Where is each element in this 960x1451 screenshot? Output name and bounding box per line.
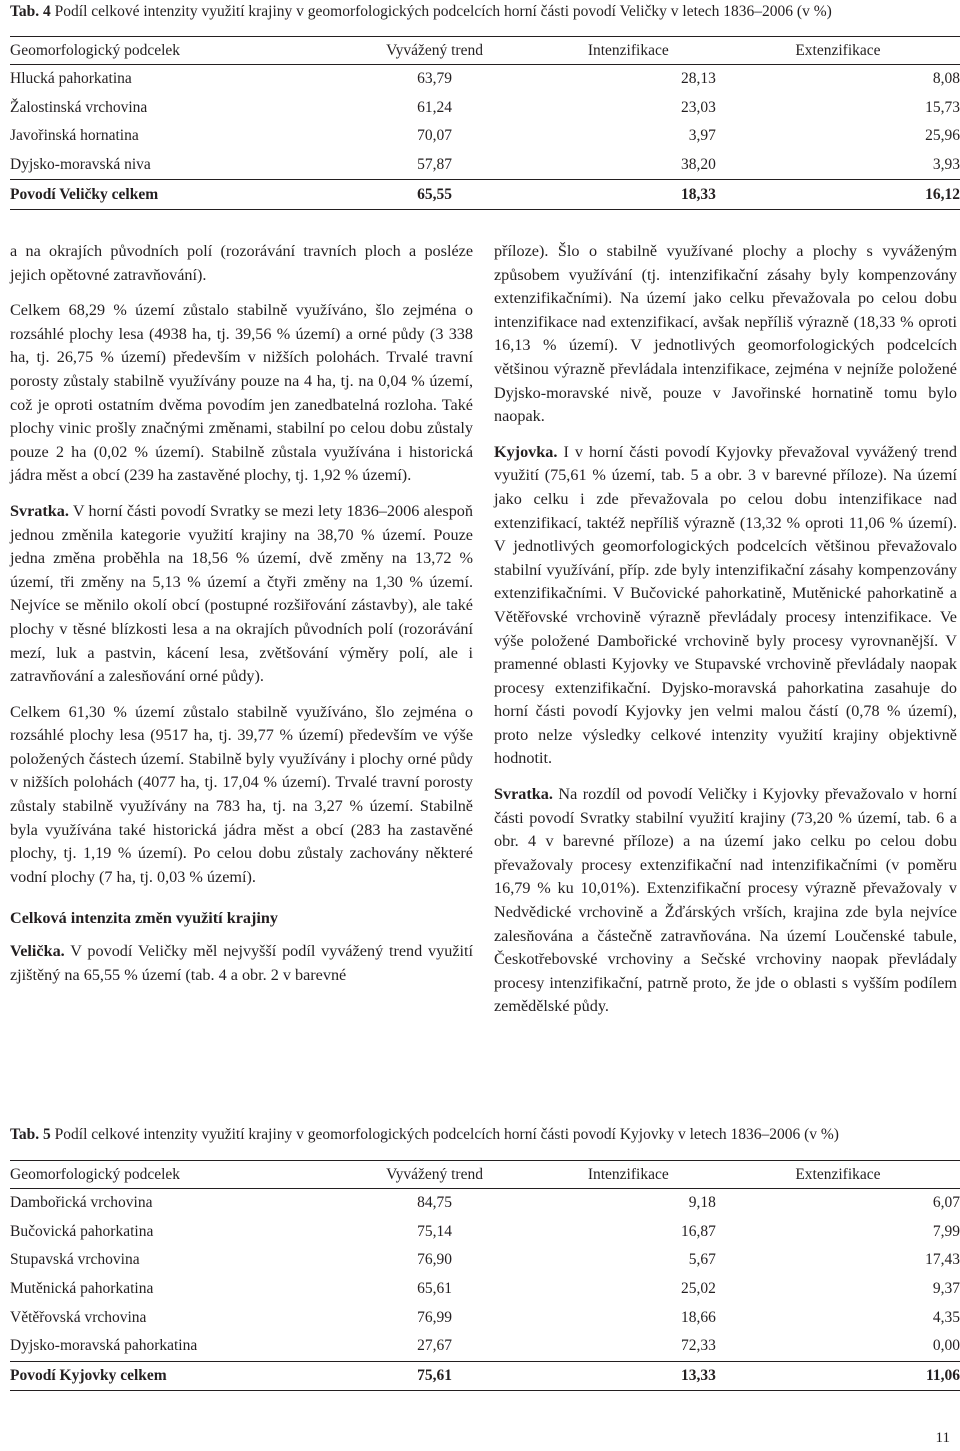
table-cell: 18,33 xyxy=(541,180,716,210)
table-cell: 9,37 xyxy=(932,1280,960,1298)
left-column xyxy=(10,240,473,1000)
table-cell: Dambořická vrchovina xyxy=(10,1194,153,1212)
table-cell: 65,55 xyxy=(328,180,540,210)
table-row xyxy=(10,1246,960,1275)
table5-total-row xyxy=(10,1361,960,1391)
table-cell: 16,12 xyxy=(716,180,960,210)
table5-caption xyxy=(10,1125,839,1145)
table5-caption-text: Podíl celkové intenzity využití krajiny v geomorfologických podcelcích horní části povodí Kyjovky v letech 1836–2006 (v %) xyxy=(54,1126,839,1143)
table-cell: 7,99 xyxy=(932,1222,960,1240)
table-cell: Hlucká pahorkatina xyxy=(10,70,132,88)
table-cell: 5,67 xyxy=(688,1251,716,1269)
table-row xyxy=(10,94,960,123)
table4-header: Vyvážený trend xyxy=(328,37,540,65)
table-row xyxy=(10,151,960,180)
table-row xyxy=(10,1332,960,1361)
table4-header: Geomorfologický podcelek xyxy=(10,37,328,65)
page-number: 11 xyxy=(935,1430,950,1446)
table-cell: 61,24 xyxy=(417,98,452,116)
paragraph xyxy=(10,500,473,689)
table4-header: Extenzifikace xyxy=(716,37,960,65)
table4-total-row xyxy=(10,180,960,210)
table-cell: 25,96 xyxy=(925,127,960,145)
table-cell: 4,35 xyxy=(932,1308,960,1326)
table-cell: 11,06 xyxy=(716,1361,960,1391)
paragraph-body: V horní části povodí Svratky se mezi lety 1836–2006 alespoň jednou změnila kategorie využití krajiny na 38,70 % území. Pouze jedna změna proběhla na 18,56 % území, dvě změny na 13,72 % území, tři změny na 5,13 % území a čtyři změny na 1,30 % území. Nejvíce se měnilo okolí obcí (postupné rozšiřování zástavby), ale také plochy v těsné blízkosti lesa a na okrajích původních polí (rozorávání mezí, luk a pastvin, kácení lesa, zvětšování výměry polí, ale i zatravňování a zalesňování orné půdy). xyxy=(10,501,473,686)
table5-header: Vyvážený trend xyxy=(328,1161,540,1189)
table5-header-row xyxy=(10,1161,960,1189)
table-cell: 23,03 xyxy=(680,98,716,116)
table-cell: 17,43 xyxy=(925,1251,960,1269)
section-heading: Celková intenzita změn využití krajiny xyxy=(10,909,278,928)
table-cell: Dyjsko-moravská pahorkatina xyxy=(10,1337,198,1355)
table-cell: 38,20 xyxy=(680,156,716,174)
table-cell: 16,87 xyxy=(680,1222,716,1240)
table-cell: Větěřovská vrchovina xyxy=(10,1308,147,1326)
table4-header: Intenzifikace xyxy=(541,37,716,65)
table-cell: 25,02 xyxy=(680,1280,716,1298)
paragraph-body: V povodí Veličky měl nejvyšší podíl vyvážený trend využití zjištěný na 65,55 % území (tab. 4 a obr. 2 v barevné xyxy=(10,942,473,985)
table-row xyxy=(10,122,960,151)
table-row xyxy=(10,1303,960,1332)
table5-caption-prefix: Tab. 5 xyxy=(10,1126,51,1143)
table-row xyxy=(10,1275,960,1304)
table-cell: Žalostinská vrchovina xyxy=(10,98,148,116)
paragraph: Celkem 68,29 % území zůstalo stabilně využíváno, šlo zejména o rozsáhlé plochy lesa (4938 ha, tj. 39,56 % území) a orné půdy (3 338 ha, tj. 26,75 % území) především v nižších polohách. Trvalé travní porosty zůstaly stabilně využívány pouze na 4 ha, tj. na 0,04 % území, což je oproti ostatním dvěma povodím jen zanedbatelná rozloha. Také plochy vinic prošly značnými změnami, stabilní po celou dobu zůstaly pouze 2 ha (0,02 % území). Stabilně zůstala využívána i historická jádra měst a obcí (239 ha zastavěné plochy, tj. 1,92 % území). xyxy=(10,301,473,485)
table-cell: Povodí Veličky celkem xyxy=(10,180,328,210)
table4-caption-text: Podíl celkové intenzity využití krajiny v geomorfologických podcelcích horní části povodí Veličky v letech 1836–2006 (v %) xyxy=(54,3,832,20)
table-cell: 76,99 xyxy=(417,1308,452,1326)
table4-caption-prefix: Tab. 4 xyxy=(10,3,51,20)
table-cell: Povodí Kyjovky celkem xyxy=(10,1361,328,1391)
table-cell: 63,79 xyxy=(417,70,452,88)
table-cell: 15,73 xyxy=(925,98,960,116)
paragraph-lead: Svratka. xyxy=(494,785,553,804)
table-cell: 13,33 xyxy=(541,1361,716,1391)
paragraph-lead: Svratka. xyxy=(10,501,69,520)
paragraph xyxy=(494,783,957,1019)
table-cell: 72,33 xyxy=(680,1337,716,1355)
paragraph-lead: Velička. xyxy=(10,942,65,961)
paragraph: Celkem 61,30 % území zůstalo stabilně využíváno, šlo zejména o rozsáhlé plochy lesa (9517 ha, tj. 39,77 % území) především ve výše položených částech území. Stabilně byly využívány i plochy orné půdy v nižších polohách (4077 ha, tj. 17,04 % území). Trvalé travní porosty zůstaly stabilně využívány na 783 ha, tj. na 3,27 % území. Stabilně byla využívána také historická jádra měst a obcí (283 ha zastavěné plochy, tj. 1,19 % území). Po celou dobu zůstaly zachovány některé vodní plochy (7 ha, tj. 0,03 % území). xyxy=(10,702,473,886)
table-cell: 0,00 xyxy=(932,1337,960,1355)
table5-header: Intenzifikace xyxy=(541,1161,716,1189)
table-cell: Stupavská vrchovina xyxy=(10,1251,140,1269)
table-cell: 75,61 xyxy=(328,1361,540,1391)
table-cell: 9,18 xyxy=(688,1194,716,1212)
table-cell: 28,13 xyxy=(680,70,716,88)
right-column xyxy=(494,240,957,1031)
table-cell: 65,61 xyxy=(417,1280,452,1298)
paragraph-lead: Kyjovka. xyxy=(494,442,558,461)
paragraph: příloze). Šlo o stabilně využívané plochy a plochy s vyváženým způsobem využívání (tj. intenzifikační zásahy byly kompenzovány extenzifikačními). Na území jako celku převažovala po celou dobu intenzifikace nad extenzifikací, avšak nepříliš výrazně (18,33 % oproti 16,13 % území). V jednotlivých geomorfologických podcelcích většinou výrazně převládala intenzifikace, zejména v nejníže položené Dyjsko-moravské nivě, pouze v Javořinské hornatině tomu bylo naopak. xyxy=(494,242,957,426)
table5-header: Extenzifikace xyxy=(716,1161,960,1189)
table5-header: Geomorfologický podcelek xyxy=(10,1161,328,1189)
table-cell: 6,07 xyxy=(932,1194,960,1212)
paragraph xyxy=(10,940,473,987)
table-row xyxy=(10,1218,960,1247)
table-cell: 27,67 xyxy=(417,1337,452,1355)
table4 xyxy=(10,36,960,210)
paragraph-body: Na rozdíl od povodí Veličky i Kyjovky převažovalo v horní části povodí Svratky stabilní využití krajiny (73,20 % území, tab. 6 a obr. 4 v barevné příloze) a na území jako celku po celou dobu převažovaly procesy extenzifikační nad intenzifikačními (v poměru 16,79 % ku 10,01%). Extenzifikační procesy výrazně převažovaly v Nedvědické vrchovině a Žďárských vrších, krajina zde byla nejvíce zalesňována a částečně zatravňována. Na území Loučenské tabule, Českotřebovské vrchoviny a Sečské vrchoviny naopak převládaly procesy intenzifikační, patrně proto, že jde o oblasti s vyšším podílem zemědělské půdy. xyxy=(494,785,957,1016)
paragraph: a na okrajích původních polí (rozorávání travních ploch a posléze jejich opětovné zatravňování). xyxy=(10,242,473,284)
table-cell: Mutěnická pahorkatina xyxy=(10,1280,154,1298)
table-cell: Dyjsko-moravská niva xyxy=(10,156,151,174)
table-cell: 8,08 xyxy=(932,70,960,88)
table-cell: Javořinská hornatina xyxy=(10,127,139,145)
table-row xyxy=(10,1189,960,1218)
table-cell: 84,75 xyxy=(417,1194,452,1212)
table-cell: 3,97 xyxy=(688,127,716,145)
table4-caption xyxy=(10,2,832,22)
table-cell: 57,87 xyxy=(417,156,452,174)
table-cell: 70,07 xyxy=(417,127,452,145)
table5 xyxy=(10,1160,960,1391)
table-cell: Bučovická pahorkatina xyxy=(10,1222,154,1240)
table-cell: 75,14 xyxy=(417,1222,452,1240)
paragraph-body: I v horní části povodí Kyjovky převažoval vyvážený trend využití (75,61 % území, tab. 5 a obr. 3 v barevné příloze). Na území jako celku i zde převažovala po celou dobu intenzifikace nad extenzifikací, taktéž nepříliš výrazně (13,32 % oproti 11,06 % území). V jednotlivých geomorfologických podcelcích většinou převažovalo stabilní využívání, příp. zde byly intenzifikační zásahy kompenzovány extenzifikačními. V Bučovické pahorkatině, Mutěnické pahorkatině a Větěřovské vrchovině výrazně převládaly procesy intenzifikace. Ve výše položené Dambořické vrchovině byly procesy vyrovnanější. V pramenné oblasti Kyjovky ve Stupavské vrchovině převládaly naopak procesy extenzifikační. Dyjsko-moravská pahorkatina zasahuje do horní části povodí Kyjovky jen velmi malou částí (0,78 % území), proto nelze výsledky celkové intenzity využití krajiny objektivně hodnotit. xyxy=(494,442,957,768)
table-row xyxy=(10,65,960,94)
paragraph xyxy=(494,441,957,771)
table-cell: 3,93 xyxy=(932,156,960,174)
table-cell: 76,90 xyxy=(417,1251,452,1269)
table4-header-row xyxy=(10,37,960,65)
table-cell: 18,66 xyxy=(680,1308,716,1326)
